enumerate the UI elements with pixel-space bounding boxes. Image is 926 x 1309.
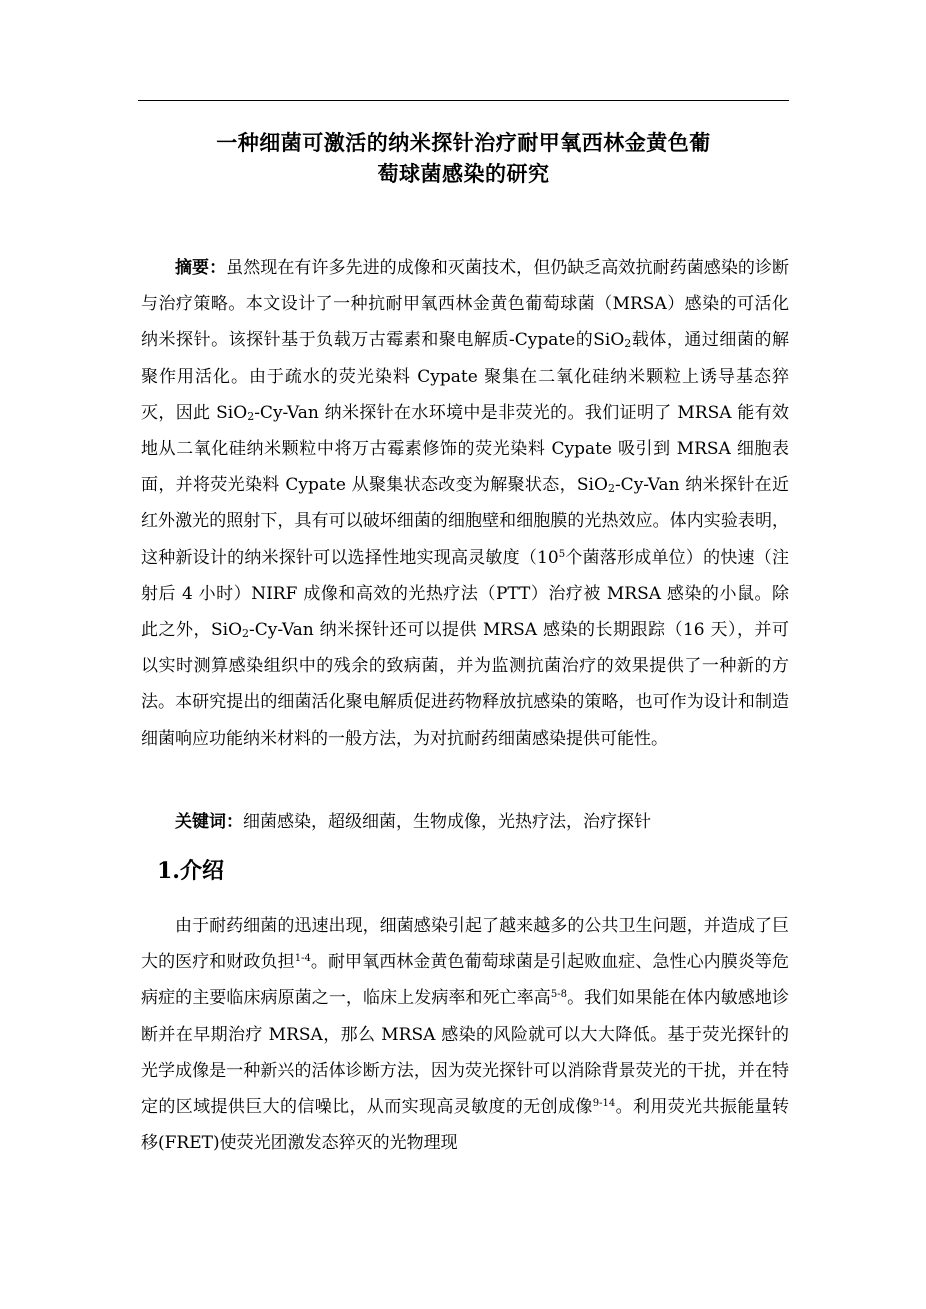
section-heading: 1.介绍: [157, 858, 224, 884]
intro-paragraph: [141, 908, 789, 1161]
keywords-paragraph: [141, 804, 789, 840]
citation: 9-14: [592, 1098, 616, 1110]
abstract-text-5: 个菌落形成单位）的快速（注射后 4 小时）NIRF 成像和高效的光热疗法（PTT）治疗被 MRSA 感染的小鼠。除此之外，SiO: [141, 547, 789, 641]
abstract-text-6: -Cy-Van 纳米探针还可以提供 MRSA 感染的长期跟踪（16 天），并可以实时测算感染组织中的残余的致病菌，并为监测抗菌治疗的效果提供了一种新的方法。本研究提出的细菌活化聚电解质促进药物释放抗感染的策略，也可作为设计和制造细菌响应功能纳米材料的一般方法，为对抗耐药细菌感染提供可能性。: [141, 620, 789, 749]
keywords-label: 关键词：: [175, 812, 243, 832]
intro-text-2: 。耐甲氧西林金黄色葡萄球菌是引起败血症、急性心内膜炎等危病症的主要临床病原菌之一，临床上发病率和死亡率高: [141, 952, 789, 1009]
citation: 1-4: [294, 953, 311, 965]
title-line-1: 一种细菌可激活的纳米探针治疗耐甲氧西林金黄色葡: [216, 131, 711, 155]
subscript: 2: [624, 337, 632, 351]
intro-text-1: 由于耐药细菌的迅速出现，细菌感染引起了越来越多的公共卫生问题，并造成了巨大的医疗和财政负担: [141, 916, 789, 973]
paper-title: [138, 128, 789, 190]
abstract-paragraph: [141, 250, 789, 757]
superscript: 5: [558, 548, 566, 560]
subscript: 2: [247, 409, 255, 423]
subscript: 2: [242, 627, 250, 641]
keywords-text: 细菌感染，超级细菌，生物成像，光热疗法，治疗探针: [243, 812, 651, 832]
intro-text-3: 。我们如果能在体内敏感地诊断并在早期治疗 MRSA，那么 MRSA 感染的风险就可以大大降低。基于荧光探针的光学成像是一种新兴的活体诊断方法，因为荧光探针可以消除背景荧光的干扰，并在特定的区域提供巨大的信噪比，从而实现高灵敏度的无创成像: [141, 988, 789, 1118]
abstract-text-1: 虽然现在有许多先进的成像和灭菌技术，但仍缺乏高效抗耐药菌感染的诊断与治疗策略。本文设计了一种抗耐甲氧西林金黄色葡萄球菌（MRSA）感染的可活化纳米探针。该探针基于负载万古霉素和聚电解质-Cypate的SiO: [141, 258, 789, 351]
header-rule: [138, 100, 789, 101]
intro-text-4: 。利用荧光共振能量转移(FRET)使荧光团激发态猝灭的光物理现: [141, 1097, 790, 1154]
subscript: 2: [607, 482, 615, 496]
abstract-text-4: -Cy-Van 纳米探针在近红外激光的照射下，具有可以破坏细菌的细胞壁和细胞膜的光热效应。体内实验表明，这种新设计的纳米探针可以选择性地实现高灵敏度（10: [141, 475, 789, 568]
title-line-2: 萄球菌感染的研究: [377, 162, 550, 186]
abstract-text-2: 载体，通过细菌的解聚作用活化。由于疏水的荧光染料 Cypate 聚集在二氧化硅纳米颗粒上诱导基态猝灭，因此 SiO: [141, 330, 789, 423]
citation: 5-8: [550, 989, 567, 1001]
abstract-text-3: -Cy-Van 纳米探针在水环境中是非荧光的。我们证明了 MRSA 能有效地从二氧化硅纳米颗粒中将万古霉素修饰的荧光染料 Cypate 吸引到 MRSA 细胞表面，并将荧光染料 Cypate 从聚集状态改变为解聚状态，SiO: [141, 402, 789, 496]
abstract-label: 摘要：: [175, 258, 227, 278]
